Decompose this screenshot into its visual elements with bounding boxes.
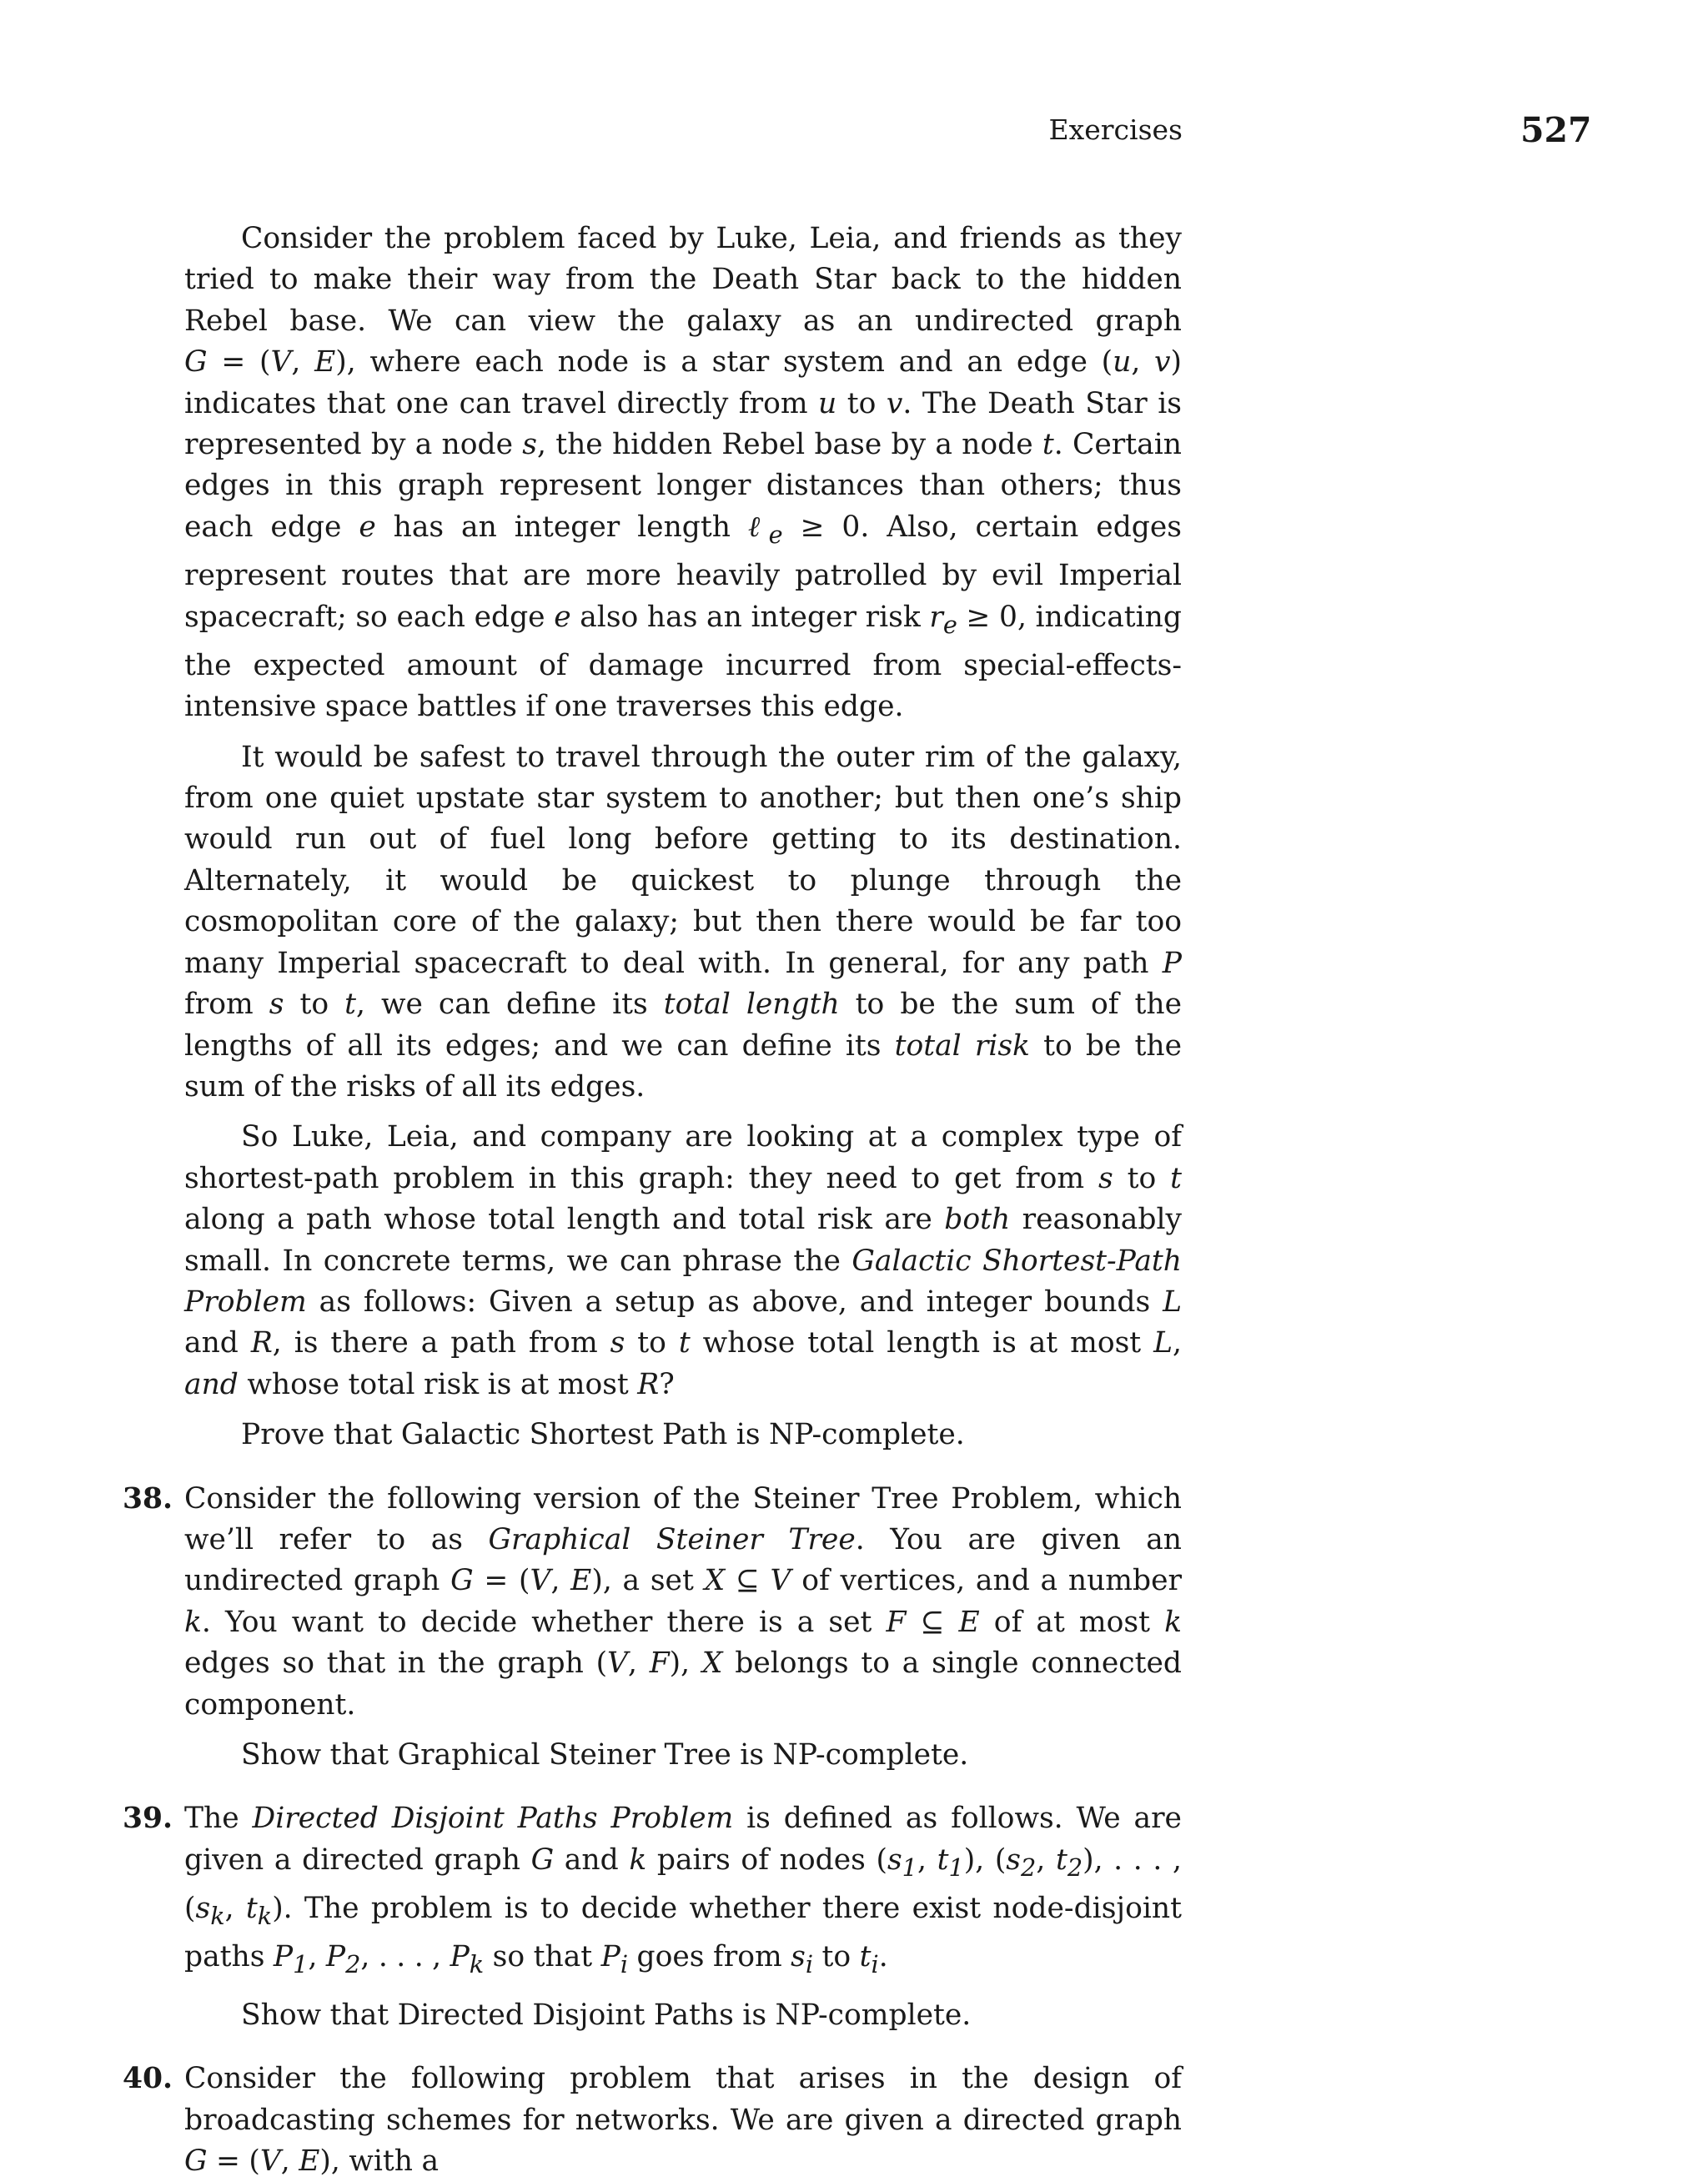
exercise-number: 39. — [123, 1802, 173, 1836]
paragraph: It would be safest to travel through the outer rim of the galaxy, from one quiet upstate star system to another; but then one’s ship would run out of fuel long before getting to its destination. Alternately, it would be quickest to plunge through the cosmopolitan core of the galaxy; but then there would be far too many Imperial spacecraft to deal with. In general, for any path P from s to t, we can define its total length to be the sum of the lengths of all its edges; and we can define its total risk to be the sum of the risks of all its edges. — [184, 740, 1182, 1104]
exercise-statement: Consider the following problem that arises in the design of broadcasting schemes for networks. We are given a directed graph G = (V, E), with a — [184, 2062, 1182, 2178]
running-head — [0, 110, 1708, 160]
paragraph: Prove that Galactic Shortest Path is NP-complete. — [241, 1418, 965, 1452]
paragraph: So Luke, Leia, and company are looking at a complex type of shortest-path problem in this graph: they need to get from s to t along a path whose total length and total risk are both reasonably small. In concrete terms, we can phrase the Galactic Shortest-Path Problem as follows: Given a setup as above, and integer bounds L and R, is there a path from s to t whose total length is at most L, and whose total risk is at most R? — [184, 1120, 1182, 1401]
exercise-39 — [123, 1798, 1183, 2036]
exercise-40 — [123, 2059, 1182, 2182]
exercise-task: Show that Graphical Steiner Tree is NP-complete. — [241, 1738, 969, 1772]
page-body — [123, 219, 1183, 2182]
paragraph: Consider the problem faced by Luke, Leia, and friends as they tried to make their way from the Death Star back to the hidden Rebel base. We can view the galaxy as an undirected graph G = (V, E), where each node is a star system and an edge (u, v) indicates that one can travel directly from u to v. The Death Star is represented by a node s, the hidden Rebel base by a node t. Certain edges in this graph represent longer distances than others; thus each edge e has an integer length ℓ$_e$ ≥ 0. Also, certain edges represent routes that are more heavily patrolled by evil Imperial spacecraft; so each edge e also has an integer risk $r_e \ge 0$, indicating the expected amount of damage incurred from special-effects-intensive space battles if one traverses this edge. — [184, 222, 1183, 724]
exercise-number: 38. — [123, 1481, 173, 1516]
section-title: Exercises — [1048, 113, 1183, 146]
exercise-number: 40. — [123, 2062, 173, 2096]
page-number: 527 — [1520, 110, 1592, 150]
exercise-statement: The Directed Disjoint Paths Problem is defined as follows. We are given a directed graph G and k pairs of nodes ($s_1$, $t_1$), ($s_2$, $t_2$), . . . , ($s_k$, $t_k$). The problem is to decide whether there exist node-disjoint paths $P_1$, $P_2$, . . . , $P_k$ so that $P_i$ goes from $s_i$ to $t_i$. — [184, 1802, 1183, 1979]
exercise-statement: Consider the following version of the Steiner Tree Problem, which we’ll refer to as Graphical Steiner Tree. You are given an undirected graph G = (V, E), a set X ⊆ V of vertices, and a number k. You want to decide whether there is a set F ⊆ E of at most k edges so that in the graph (V, F), X belongs to a single connected component. — [184, 1481, 1183, 1722]
exercise-task: Show that Directed Disjoint Paths is NP-complete. — [241, 1998, 972, 2032]
exercise-38 — [123, 1479, 1183, 1777]
